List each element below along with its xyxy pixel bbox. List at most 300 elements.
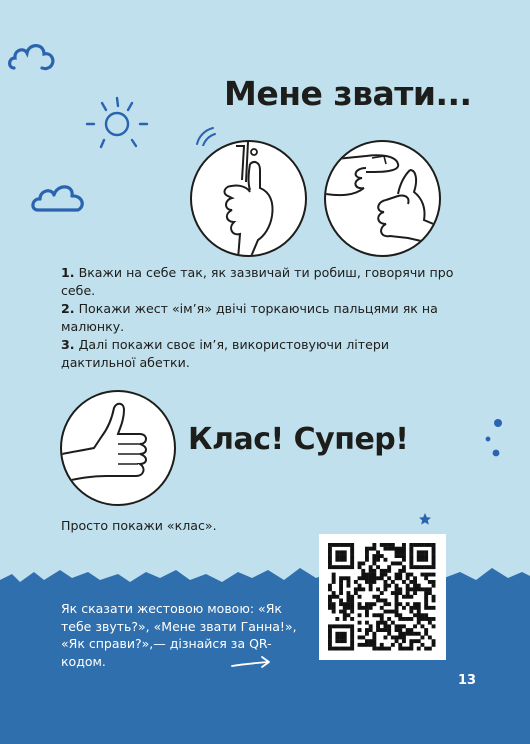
qr-module bbox=[335, 595, 339, 599]
qr-module bbox=[376, 576, 380, 580]
qr-module bbox=[384, 602, 388, 606]
qr-module bbox=[395, 591, 399, 595]
qr-module bbox=[384, 636, 388, 640]
qr-module bbox=[376, 595, 380, 599]
qr-module bbox=[424, 558, 428, 562]
qr-module bbox=[339, 554, 343, 558]
qr-module bbox=[424, 550, 428, 554]
qr-module bbox=[328, 639, 332, 643]
qr-module bbox=[376, 587, 380, 591]
qr-module bbox=[424, 647, 428, 651]
qr-module bbox=[417, 584, 421, 588]
qr-module bbox=[395, 624, 399, 628]
qr-module bbox=[332, 647, 336, 651]
qr-module bbox=[339, 636, 343, 640]
qr-module bbox=[369, 624, 373, 628]
qr-module bbox=[428, 543, 432, 547]
qr-module bbox=[395, 573, 399, 577]
qr-module bbox=[372, 580, 376, 584]
qr-module bbox=[365, 602, 369, 606]
qr-module bbox=[417, 543, 421, 547]
qr-module bbox=[395, 599, 399, 603]
qr-module bbox=[395, 636, 399, 640]
qr-module bbox=[398, 628, 402, 632]
qr-module bbox=[350, 554, 354, 558]
qr-module bbox=[432, 639, 436, 643]
step-2: 2. Покажи жест «ім’я» двічі торкаючись пальцями як на малюнку. bbox=[61, 301, 438, 334]
qr-module bbox=[350, 643, 354, 647]
qr-module bbox=[391, 610, 395, 614]
qr-module bbox=[369, 587, 373, 591]
qr-module bbox=[339, 584, 343, 588]
qr-module bbox=[372, 647, 376, 651]
qr-module bbox=[332, 576, 336, 580]
qr-module bbox=[376, 554, 380, 558]
qr-module bbox=[358, 636, 362, 640]
qr-module bbox=[332, 624, 336, 628]
qr-module bbox=[332, 602, 336, 606]
qr-module bbox=[409, 573, 413, 577]
qr-module bbox=[335, 565, 339, 569]
qr-module bbox=[413, 543, 417, 547]
qr-module bbox=[328, 547, 332, 551]
qr-module bbox=[391, 643, 395, 647]
qr-module bbox=[395, 547, 399, 551]
qr-module bbox=[350, 550, 354, 554]
qr-module bbox=[339, 639, 343, 643]
qr-module bbox=[432, 550, 436, 554]
qr-module bbox=[398, 617, 402, 621]
qr-module bbox=[421, 636, 425, 640]
qr-module bbox=[347, 647, 351, 651]
qr-module bbox=[343, 613, 347, 617]
qr-module bbox=[421, 643, 425, 647]
qr-module bbox=[339, 543, 343, 547]
qr-module bbox=[417, 606, 421, 610]
qr-module bbox=[402, 632, 406, 636]
qr-module bbox=[358, 595, 362, 599]
qr-module bbox=[350, 599, 354, 603]
qr-module bbox=[402, 558, 406, 562]
qr-module bbox=[372, 632, 376, 636]
qr-module bbox=[413, 565, 417, 569]
qr-module bbox=[328, 643, 332, 647]
qr-module bbox=[339, 624, 343, 628]
qr-module bbox=[413, 576, 417, 580]
qr-module bbox=[365, 606, 369, 610]
qr-module bbox=[421, 565, 425, 569]
page-number: 13 bbox=[458, 673, 477, 688]
qr-module bbox=[372, 595, 376, 599]
qr-module bbox=[347, 591, 351, 595]
thumbs-up-illustration bbox=[62, 392, 176, 506]
qr-module bbox=[350, 647, 354, 651]
qr-module bbox=[402, 617, 406, 621]
qr-module bbox=[339, 576, 343, 580]
qr-module bbox=[417, 610, 421, 614]
qr-module bbox=[358, 576, 362, 580]
qr-module bbox=[406, 576, 410, 580]
qr-module bbox=[343, 565, 347, 569]
qr-module bbox=[332, 591, 336, 595]
qr-module bbox=[358, 565, 362, 569]
qr-module bbox=[384, 628, 388, 632]
qr-module bbox=[421, 573, 425, 577]
qr-module bbox=[328, 632, 332, 636]
qr-module bbox=[409, 580, 413, 584]
qr-module bbox=[417, 621, 421, 625]
qr-module bbox=[328, 595, 332, 599]
qr-module bbox=[424, 587, 428, 591]
qr-module bbox=[391, 562, 395, 566]
qr-module bbox=[395, 606, 399, 610]
qr-module bbox=[417, 554, 421, 558]
qr-module bbox=[343, 617, 347, 621]
qr-module bbox=[380, 613, 384, 617]
qr-module bbox=[432, 547, 436, 551]
qr-module bbox=[328, 628, 332, 632]
qr-module bbox=[372, 558, 376, 562]
qr-module bbox=[369, 576, 373, 580]
qr-module bbox=[354, 591, 358, 595]
qr-module bbox=[406, 647, 410, 651]
sun-icon bbox=[82, 94, 152, 154]
qr-module bbox=[432, 617, 436, 621]
qr-module bbox=[417, 613, 421, 617]
qr-module bbox=[384, 547, 388, 551]
qr-module bbox=[387, 565, 391, 569]
qr-module bbox=[365, 621, 369, 625]
qr-module bbox=[376, 565, 380, 569]
qr-module bbox=[413, 587, 417, 591]
qr-module bbox=[372, 643, 376, 647]
qr-module bbox=[369, 639, 373, 643]
step-1: 1. Вкажи на себе так, як зазвичай ти робиш, говорячи про себе. bbox=[61, 265, 454, 298]
qr-module bbox=[350, 632, 354, 636]
qr-module bbox=[380, 643, 384, 647]
qr-module bbox=[332, 610, 336, 614]
qr-module bbox=[339, 565, 343, 569]
qr-module bbox=[387, 602, 391, 606]
qr-module bbox=[328, 562, 332, 566]
qr-module bbox=[343, 550, 347, 554]
qr-module bbox=[369, 584, 373, 588]
qr-module bbox=[350, 562, 354, 566]
qr-module bbox=[387, 610, 391, 614]
qr-module bbox=[409, 643, 413, 647]
qr-module bbox=[409, 632, 413, 636]
qr-module bbox=[402, 550, 406, 554]
qr-module bbox=[432, 643, 436, 647]
qr-module bbox=[328, 624, 332, 628]
qr-module bbox=[391, 547, 395, 551]
qr-module bbox=[409, 628, 413, 632]
qr-module bbox=[380, 647, 384, 651]
qr-module bbox=[376, 628, 380, 632]
qr-module bbox=[339, 591, 343, 595]
qr-module bbox=[432, 606, 436, 610]
qr-module bbox=[380, 569, 384, 573]
qr-module bbox=[398, 624, 402, 628]
qr-module bbox=[335, 543, 339, 547]
qr-module bbox=[350, 628, 354, 632]
qr-module bbox=[417, 632, 421, 636]
qr-module bbox=[402, 639, 406, 643]
qr-module bbox=[372, 543, 376, 547]
qr-module bbox=[384, 584, 388, 588]
qr-module bbox=[424, 543, 428, 547]
qr-module bbox=[406, 617, 410, 621]
qr-module bbox=[343, 610, 347, 614]
qr-module bbox=[380, 543, 384, 547]
qr-module bbox=[372, 602, 376, 606]
qr-module bbox=[398, 613, 402, 617]
qr-module bbox=[361, 576, 365, 580]
qr-module bbox=[376, 558, 380, 562]
qr-module bbox=[358, 606, 362, 610]
qr-module bbox=[372, 562, 376, 566]
qr-module bbox=[424, 554, 428, 558]
qr-module bbox=[347, 599, 351, 603]
qr-module bbox=[398, 602, 402, 606]
qr-module bbox=[380, 573, 384, 577]
qr-module bbox=[335, 558, 339, 562]
qr-module bbox=[413, 602, 417, 606]
qr-module bbox=[424, 606, 428, 610]
qr-module bbox=[343, 647, 347, 651]
qr-module bbox=[350, 606, 354, 610]
qr-module bbox=[395, 562, 399, 566]
qr-module bbox=[347, 580, 351, 584]
cloud-icon bbox=[6, 38, 58, 74]
qr-module bbox=[365, 580, 369, 584]
qr-module bbox=[332, 543, 336, 547]
qr-module bbox=[398, 576, 402, 580]
qr-module bbox=[417, 617, 421, 621]
qr-module bbox=[395, 602, 399, 606]
qr-module bbox=[391, 636, 395, 640]
qr-module bbox=[413, 584, 417, 588]
qr-module bbox=[343, 558, 347, 562]
qr-module bbox=[413, 632, 417, 636]
qr-module bbox=[384, 580, 388, 584]
qr-module bbox=[417, 565, 421, 569]
qr-module bbox=[361, 606, 365, 610]
qr-module bbox=[347, 565, 351, 569]
qr-module bbox=[428, 606, 432, 610]
qr-module bbox=[391, 543, 395, 547]
qr-module bbox=[343, 632, 347, 636]
qr-module bbox=[387, 647, 391, 651]
qr-module bbox=[421, 550, 425, 554]
qr-module bbox=[350, 639, 354, 643]
qr-module bbox=[398, 647, 402, 651]
motion-marks bbox=[193, 124, 219, 146]
qr-module bbox=[339, 647, 343, 651]
qr-module bbox=[365, 639, 369, 643]
qr-module bbox=[347, 543, 351, 547]
name-sign-hands-illustration bbox=[326, 142, 441, 257]
qr-module bbox=[347, 606, 351, 610]
qr-module bbox=[354, 587, 358, 591]
qr-module bbox=[369, 573, 373, 577]
qr-module bbox=[432, 599, 436, 603]
qr-module bbox=[395, 576, 399, 580]
qr-module bbox=[428, 621, 432, 625]
qr-module bbox=[339, 599, 343, 603]
qr-module bbox=[402, 647, 406, 651]
qr-module bbox=[347, 624, 351, 628]
qr-module bbox=[380, 554, 384, 558]
qr-module bbox=[402, 547, 406, 551]
qr-module bbox=[350, 543, 354, 547]
qr-module bbox=[409, 595, 413, 599]
qr-module bbox=[432, 584, 436, 588]
qr-module bbox=[395, 595, 399, 599]
qr-module bbox=[409, 639, 413, 643]
qr-module bbox=[361, 643, 365, 647]
qr-module bbox=[428, 573, 432, 577]
qr-module bbox=[384, 624, 388, 628]
qr-module bbox=[409, 543, 413, 547]
qr-module bbox=[428, 636, 432, 640]
qr-module bbox=[417, 558, 421, 562]
qr-module bbox=[398, 554, 402, 558]
qr-module bbox=[335, 647, 339, 651]
qr-module bbox=[365, 613, 369, 617]
qr-module bbox=[347, 576, 351, 580]
qr-module bbox=[343, 602, 347, 606]
qr-module bbox=[369, 547, 373, 551]
qr-module bbox=[380, 617, 384, 621]
qr-module bbox=[409, 558, 413, 562]
qr-module bbox=[369, 565, 373, 569]
qr-module bbox=[387, 632, 391, 636]
qr-module bbox=[398, 562, 402, 566]
qr-module bbox=[398, 573, 402, 577]
qr-module bbox=[361, 562, 365, 566]
qr-module bbox=[409, 606, 413, 610]
qr-module bbox=[417, 550, 421, 554]
star-icon bbox=[418, 512, 432, 526]
qr-module bbox=[432, 565, 436, 569]
qr-module bbox=[428, 591, 432, 595]
qr-module bbox=[335, 632, 339, 636]
qr-module bbox=[398, 550, 402, 554]
qr-module bbox=[387, 628, 391, 632]
qr-module bbox=[398, 587, 402, 591]
qr-module bbox=[391, 580, 395, 584]
qr-module bbox=[387, 569, 391, 573]
illustration-circle bbox=[324, 140, 441, 257]
qr-module bbox=[402, 606, 406, 610]
qr-module bbox=[361, 569, 365, 573]
qr-module bbox=[358, 584, 362, 588]
qr-module bbox=[332, 595, 336, 599]
qr-module bbox=[402, 624, 406, 628]
qr-module bbox=[391, 591, 395, 595]
qr-module bbox=[350, 610, 354, 614]
qr-module bbox=[365, 610, 369, 614]
qr-module bbox=[339, 587, 343, 591]
qr-module bbox=[384, 543, 388, 547]
qr-module bbox=[376, 621, 380, 625]
qr-code[interactable] bbox=[319, 534, 446, 660]
qr-module bbox=[432, 573, 436, 577]
qr-module bbox=[365, 632, 369, 636]
qr-module bbox=[358, 628, 362, 632]
qr-module bbox=[339, 580, 343, 584]
qr-module bbox=[413, 580, 417, 584]
qr-module bbox=[361, 587, 365, 591]
qr-module bbox=[335, 636, 339, 640]
qr-module bbox=[391, 621, 395, 625]
qr-module bbox=[372, 639, 376, 643]
qr-module bbox=[328, 599, 332, 603]
qr-module bbox=[424, 628, 428, 632]
qr-module bbox=[421, 554, 425, 558]
qr-module bbox=[424, 617, 428, 621]
qr-module bbox=[335, 554, 339, 558]
qr-module bbox=[421, 617, 425, 621]
qr-module bbox=[409, 547, 413, 551]
qr-module bbox=[417, 602, 421, 606]
qr-module bbox=[398, 643, 402, 647]
qr-module bbox=[358, 562, 362, 566]
qr-module bbox=[406, 632, 410, 636]
qr-module bbox=[339, 558, 343, 562]
qr-module bbox=[395, 554, 399, 558]
qr-module bbox=[380, 606, 384, 610]
qr-module bbox=[365, 573, 369, 577]
qr-module bbox=[432, 558, 436, 562]
qr-module bbox=[384, 569, 388, 573]
qr-module bbox=[339, 610, 343, 614]
qr-module bbox=[384, 621, 388, 625]
qr-module bbox=[395, 613, 399, 617]
qr-module bbox=[409, 565, 413, 569]
qr-module bbox=[387, 547, 391, 551]
qr-module bbox=[406, 573, 410, 577]
pointing-hand-illustration bbox=[192, 142, 307, 257]
qr-module bbox=[409, 617, 413, 621]
cloud-icon bbox=[30, 176, 88, 216]
qr-module bbox=[424, 591, 428, 595]
qr-module bbox=[369, 602, 373, 606]
qr-module bbox=[328, 554, 332, 558]
qr-module bbox=[384, 599, 388, 603]
qr-module bbox=[376, 550, 380, 554]
qr-module bbox=[395, 639, 399, 643]
qr-module bbox=[350, 565, 354, 569]
qr-module bbox=[343, 576, 347, 580]
qr-module bbox=[428, 587, 432, 591]
qr-module bbox=[380, 621, 384, 625]
qr-module bbox=[402, 554, 406, 558]
qr-module bbox=[335, 639, 339, 643]
qr-module bbox=[432, 580, 436, 584]
qr-module bbox=[424, 599, 428, 603]
qr-module bbox=[369, 580, 373, 584]
qr-module bbox=[428, 580, 432, 584]
qr-module bbox=[428, 617, 432, 621]
qr-module bbox=[339, 602, 343, 606]
qr-module bbox=[432, 624, 436, 628]
qr-module bbox=[372, 573, 376, 577]
qr-module bbox=[380, 591, 384, 595]
qr-module bbox=[406, 595, 410, 599]
qr-module bbox=[328, 636, 332, 640]
